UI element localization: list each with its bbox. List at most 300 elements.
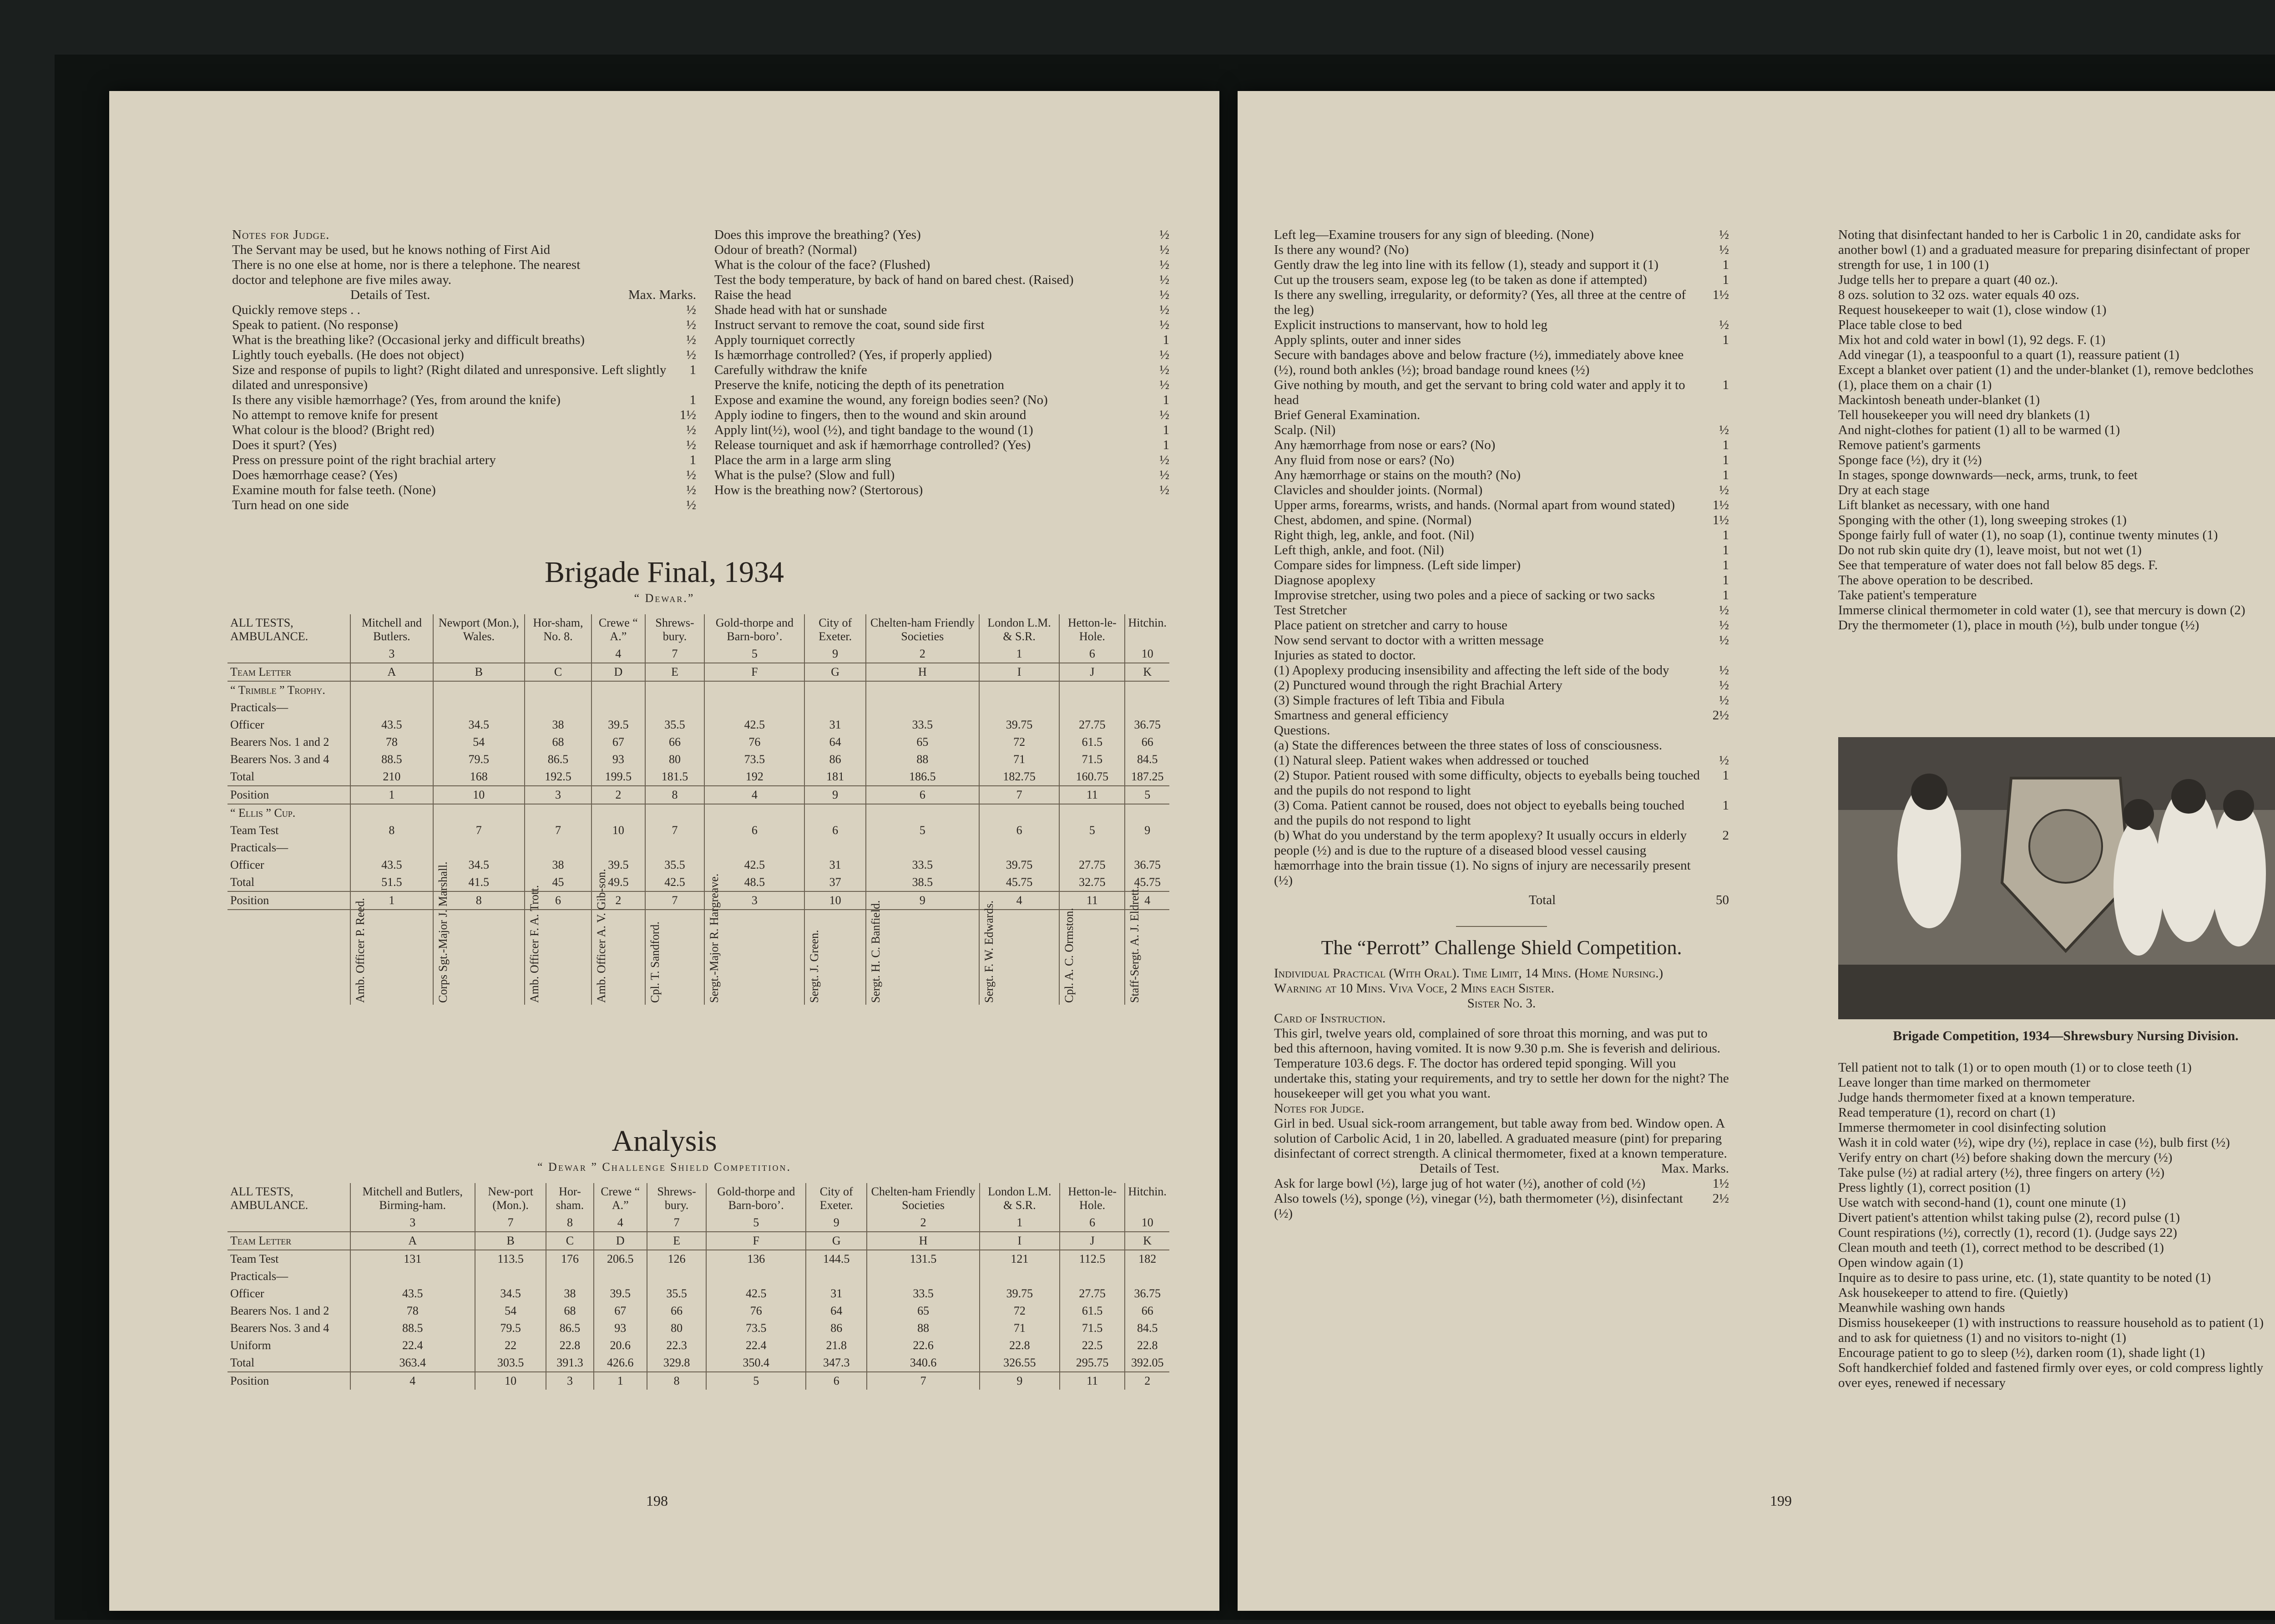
item-mark: [2266, 1105, 2275, 1120]
test-item: [1838, 1105, 2275, 1120]
officer-name: Amb. Officer P. Reed.: [354, 898, 367, 1003]
cell: [645, 699, 705, 716]
item-mark: ½: [1159, 273, 1169, 287]
cell: 9: [866, 891, 979, 910]
cell: [525, 839, 592, 856]
test-item: [1274, 348, 1729, 378]
item-text: Improvise stretcher, using two poles and a piece of sacking or two sacks: [1274, 588, 1655, 602]
test-item: [1838, 603, 2275, 618]
cell: 34.5: [433, 856, 525, 874]
cell: 73.5: [706, 1320, 806, 1337]
book-spread: [55, 55, 2275, 1620]
header-row: [228, 1183, 1169, 1214]
cell: 4: [704, 786, 804, 804]
right-column-2b: [1838, 1060, 2275, 1391]
cell: [867, 1268, 980, 1285]
test-item: [1274, 483, 1729, 498]
table-row: [228, 734, 1169, 751]
cell: 160.75: [1059, 768, 1125, 786]
cell: 7: [525, 822, 592, 839]
cell: 78: [350, 1302, 475, 1320]
cell: 88: [867, 1320, 980, 1337]
item-mark: ½: [1719, 483, 1729, 497]
item-mark: [2266, 1315, 2275, 1346]
cell: [350, 839, 433, 856]
test-item: [714, 333, 1169, 348]
cell: Crewe “ A.”: [592, 614, 645, 645]
cell: 3: [350, 645, 433, 663]
item-text: Cut up the trousers seam, expose leg (to be taken as done if attempted): [1274, 273, 1647, 287]
cell: K: [1125, 663, 1169, 681]
item-text: Ask for large bowl (½), large jug of hot water (½), another of cold (½): [1274, 1176, 1646, 1191]
test-items-list: [232, 303, 696, 513]
card-text: This girl, twelve years old, complained of sore throat this morning, and was put to bed this afternoon, having vomited. It is now 9.30 p.m. She is feverish and delirious. Temperature 103.6 degs. F. The doctor has ordered tepid sponging. Will you undertake this, stating your requirements, and try to settle her down for the night? The housekeeper will get you what you want.: [1274, 1026, 1729, 1101]
cell: 168: [433, 768, 525, 786]
item-text: Does it spurt? (Yes): [232, 438, 337, 452]
table-row: [228, 1320, 1169, 1337]
cell: 9: [804, 786, 865, 804]
item-mark: ½: [1159, 318, 1169, 332]
cell: 7: [645, 645, 705, 663]
item-text: Open window again (1): [1838, 1255, 1963, 1270]
cell: [647, 1268, 706, 1285]
item-text: Immerse clinical thermometer in cold water (1), see that mercury is down (2): [1838, 603, 2245, 617]
cell: [866, 839, 979, 856]
cell: [979, 699, 1060, 716]
cell: London L.M. & S.R.: [979, 614, 1060, 645]
item-text: Noting that disinfectant handed to her is Carbolic 1 in 20, candidate asks for another bowl (1) and a graduated measure for preparing disinfectant of proper strength for use, 1 in 100 (1): [1838, 228, 2250, 272]
item-mark: [2266, 513, 2275, 528]
cell: 54: [475, 1302, 546, 1320]
cell: 347.3: [806, 1354, 867, 1372]
item-mark: [1702, 723, 1729, 738]
item-text: Test the body temperature, by back of hand on bared chest. (Raised): [714, 273, 1074, 287]
cell: [433, 681, 525, 699]
row-label: [228, 1214, 350, 1232]
cell: 10: [592, 822, 645, 839]
test-item: [1274, 708, 1729, 723]
cell: 61.5: [1060, 1302, 1125, 1320]
item-text: Is there any wound? (No): [1274, 243, 1409, 257]
cell: 9: [804, 645, 865, 663]
cell: 38.5: [866, 874, 979, 891]
item-mark: ½: [686, 318, 696, 332]
test-item: [1274, 618, 1729, 633]
item-text: Clean mouth and teeth (1), correct method to be described (1): [1838, 1240, 2164, 1255]
brigade-final-subtitle: “ Dewar.”: [634, 592, 695, 605]
item-text: Judge hands thermometer fixed at a known temperature.: [1838, 1090, 2135, 1105]
item-mark: 1: [1722, 573, 1729, 587]
left-page: [109, 91, 1219, 1611]
test-item: [1274, 513, 1729, 528]
item-text: Speak to patient. (No response): [232, 318, 398, 332]
cell: Shrews-bury.: [645, 614, 705, 645]
item-text: In stages, sponge downwards—neck, arms, trunk, to feet: [1838, 468, 2138, 482]
cell: 61.5: [1059, 734, 1125, 751]
cell: 73.5: [704, 751, 804, 768]
table-row: [228, 1250, 1169, 1268]
cell: 363.4: [350, 1354, 475, 1372]
cell: [525, 699, 592, 716]
cell: 64: [806, 1302, 867, 1320]
cell: 22.5: [1060, 1337, 1125, 1354]
cell: 6: [704, 822, 804, 839]
item-text: Remove patient's garments: [1838, 438, 1981, 452]
item-text: (3) Coma. Patient cannot be roused, does not object to eyeballs being touched and the pupils do not respond to light: [1274, 798, 1684, 828]
test-item: [1838, 528, 2275, 543]
section-row: [228, 699, 1169, 716]
cell: 39.5: [594, 1285, 647, 1302]
cell: [1125, 681, 1169, 699]
header-row: [228, 614, 1169, 645]
cell: 392.05: [1125, 1354, 1169, 1372]
cell: 22: [475, 1337, 546, 1354]
cell: C: [525, 663, 592, 681]
test-item: [714, 408, 1169, 423]
cell: [866, 699, 979, 716]
cell: I: [980, 1232, 1060, 1250]
cell: 84.5: [1125, 1320, 1169, 1337]
cell: 39.75: [979, 716, 1060, 734]
item-mark: [2266, 1346, 2275, 1361]
item-mark: [2266, 333, 2275, 348]
cell: J: [1060, 1232, 1125, 1250]
test-item: [714, 378, 1169, 393]
item-text: Place table close to bed: [1838, 318, 1962, 332]
row-label: Position: [228, 786, 350, 804]
cell: Gold-thorpe and Barn-boro’.: [706, 1183, 806, 1214]
item-text: Preserve the knife, noticing the depth of its penetration: [714, 378, 1005, 392]
cell: 6: [1059, 645, 1125, 663]
item-mark: [2266, 348, 2275, 363]
cell: [525, 681, 592, 699]
cell: Chelten-ham Friendly Societies: [867, 1183, 980, 1214]
cell: 80: [645, 751, 705, 768]
cell: [1125, 699, 1169, 716]
test-item: [1838, 543, 2275, 558]
notes-title: Notes for Judge.: [232, 228, 330, 242]
test-item: [1838, 438, 2275, 453]
item-text: Left leg—Examine trousers for any sign of bleeding. (None): [1274, 228, 1594, 242]
test-item: [1274, 753, 1729, 768]
photo-illustration: [1838, 737, 2275, 1019]
row-label: [228, 910, 350, 1005]
item-mark: ½: [1719, 753, 1729, 768]
table-row: [228, 874, 1169, 891]
row-label: Total: [230, 770, 255, 783]
section-row: [228, 839, 1169, 856]
item-text: Encourage patient to go to sleep (½), darken room (1), shade light (1): [1838, 1346, 2205, 1360]
row-label: Team Letter: [228, 663, 350, 681]
cell: 7: [647, 1214, 706, 1232]
item-text: Upper arms, forearms, wrists, and hands. (Normal apart from wound stated): [1274, 498, 1675, 512]
cell: 8: [433, 891, 525, 910]
row-label: Total: [230, 875, 255, 889]
item-text: Press on pressure point of the right brachial artery: [232, 453, 496, 467]
photo-caption: Brigade Competition, 1934—Shrewsbury Nursing Division.: [1893, 1028, 2239, 1043]
item-text: Except a blanket over patient (1) and the under-blanket (1), remove bedclothes (1), place them on a chair (1): [1838, 363, 2254, 392]
test-item: [232, 468, 696, 483]
item-mark: ½: [1159, 468, 1169, 482]
item-mark: [2266, 363, 2275, 393]
table-row: [228, 716, 1169, 734]
team-number-row: [228, 1214, 1169, 1232]
cell: Shrews-bury.: [647, 1183, 706, 1214]
item-mark: ½: [686, 468, 696, 482]
row-label: Practicals—: [230, 1270, 288, 1283]
item-mark: 1: [689, 363, 696, 377]
row-label: Bearers Nos. 3 and 4: [230, 753, 329, 766]
cell: 3: [525, 786, 592, 804]
item-mark: 1½: [1712, 1176, 1729, 1191]
item-text: 8 ozs. solution to 32 ozs. water equals 40 ozs.: [1838, 288, 2079, 302]
item-text: Does this improve the breathing? (Yes): [714, 228, 921, 242]
test-item: [1838, 408, 2275, 423]
row-label: Team Letter: [228, 1232, 350, 1250]
item-text: Request housekeeper to wait (1), close window (1): [1838, 303, 2107, 317]
cell: Mitchell and Butlers.: [350, 614, 433, 645]
test-item: [1274, 288, 1729, 318]
cell: 22.8: [1125, 1337, 1169, 1354]
cell: [704, 681, 804, 699]
item-mark: ½: [686, 423, 696, 437]
row-label: “ Ellis ” Cup.: [228, 804, 350, 822]
test-item: [1274, 228, 1729, 243]
cell: 71.5: [1059, 751, 1125, 768]
cell: 9: [806, 1214, 867, 1232]
test-item: [714, 468, 1169, 483]
cell: [433, 839, 525, 856]
notes-line: doctor and telephone are five miles away.: [232, 273, 452, 287]
row-label: Practicals—: [230, 701, 288, 714]
item-mark: [2266, 1060, 2275, 1075]
test-item: [232, 498, 696, 513]
cell: 131.5: [867, 1250, 980, 1268]
test-items-list: [714, 228, 1169, 498]
item-text: What colour is the blood? (Bright red): [232, 423, 435, 437]
section-row: [228, 804, 1169, 822]
item-text: (2) Stupor. Patient roused with some difficulty, objects to eyeballs being touched and the pupils do not respond to light: [1274, 768, 1700, 798]
item-mark: [2266, 498, 2275, 513]
test-item: [1838, 393, 2275, 408]
cell: [525, 645, 592, 663]
test-item: [1838, 1346, 2275, 1361]
item-mark: [2266, 573, 2275, 588]
item-text: Mix hot and cold water in bowl (1), 92 degs. F. (1): [1838, 333, 2106, 347]
item-text: And night-clothes for patient (1) all to be warmed (1): [1838, 423, 2120, 437]
item-mark: 2½: [1712, 708, 1729, 723]
right-page: [1238, 91, 2275, 1611]
perrott-line: Warning at 10 Mins. Viva Voce, 2 Mins each Sister.: [1274, 981, 1555, 996]
test-item: [1838, 498, 2275, 513]
item-mark: 1: [1722, 258, 1729, 272]
officer-name: Corps Sgt.-Major J. Marshall.: [436, 861, 450, 1003]
cell: 84.5: [1125, 751, 1169, 768]
cell: [980, 1268, 1060, 1285]
cell: 65: [866, 734, 979, 751]
brigade-final-title: Brigade Final, 1934: [544, 556, 784, 589]
cell: [1059, 910, 1125, 1005]
item-mark: 1: [1722, 378, 1729, 392]
item-text: Clavicles and shoulder joints. (Normal): [1274, 483, 1483, 497]
item-text: Now send servant to doctor with a written message: [1274, 633, 1544, 648]
row-label: Officer: [230, 1287, 264, 1300]
test-item: [1274, 663, 1729, 678]
cell: City of Exeter.: [806, 1183, 867, 1214]
cell: 6: [1060, 1214, 1125, 1232]
cell: [804, 681, 865, 699]
item-mark: ½: [1719, 603, 1729, 617]
cell: [592, 804, 645, 822]
cell: 67: [592, 734, 645, 751]
cell: [645, 910, 705, 1005]
item-mark: 1½: [1712, 513, 1729, 527]
cell: 7: [979, 786, 1060, 804]
item-text: Sponge fairly full of water (1), no soap (1), continue twenty minutes (1): [1838, 528, 2218, 542]
item-text: (2) Punctured wound through the right Brachial Artery: [1274, 678, 1562, 693]
item-mark: [2266, 1075, 2275, 1090]
perrott-title: The “Perrott” Challenge Shield Competition.: [1321, 936, 1682, 959]
test-item: [714, 273, 1169, 288]
cell: F: [704, 663, 804, 681]
cell: [546, 1268, 593, 1285]
cell: 76: [706, 1302, 806, 1320]
test-item: [714, 423, 1169, 438]
cell: Chelten-ham Friendly Societies: [866, 614, 979, 645]
item-text: Use watch with second-hand (1), count one minute (1): [1838, 1195, 2126, 1210]
item-text: Meanwhile washing own hands: [1838, 1300, 2005, 1315]
cell: 5: [866, 822, 979, 839]
analysis-title: Analysis: [612, 1124, 717, 1158]
item-text: Tell patient not to talk (1) or to open mouth (1) or to close teeth (1): [1838, 1060, 2192, 1075]
cell: 5: [706, 1372, 806, 1390]
cell: 131: [350, 1250, 475, 1268]
item-text: Add vinegar (1), a teaspoonful to a quart (1), reassure patient (1): [1838, 348, 2179, 362]
cell: [1059, 699, 1125, 716]
test-item: [1838, 1075, 2275, 1090]
cell: 39.5: [592, 856, 645, 874]
cell: 3: [350, 1214, 475, 1232]
test-item: [1274, 738, 1729, 753]
cell: 41.5: [433, 874, 525, 891]
test-item: [1274, 468, 1729, 483]
cell: [433, 699, 525, 716]
position-row: [228, 1372, 1169, 1390]
item-text: Divert patient's attention whilst taking pulse (2), record pulse (1): [1838, 1210, 2180, 1225]
cell: 42.5: [645, 874, 705, 891]
item-text: Apply splints, outer and inner sides: [1274, 333, 1461, 347]
cell: 5: [1059, 822, 1125, 839]
cell: 49.5: [592, 874, 645, 891]
row-label: Total: [230, 1356, 255, 1369]
item-mark: ½: [1159, 363, 1169, 377]
cell: [1059, 839, 1125, 856]
officer-name: Staff-Sergt. A. J. Eldrett.: [1128, 886, 1142, 1003]
item-text: Any hæmorrhage from nose or ears? (No): [1274, 438, 1496, 452]
team-letter-row: [228, 1232, 1169, 1250]
item-mark: 1: [1722, 768, 1729, 783]
test-item: [1274, 408, 1729, 423]
test-item: [1838, 228, 2275, 273]
item-mark: 1: [1722, 798, 1729, 813]
cell: 88.5: [350, 1320, 475, 1337]
cell: Gold-thorpe and Barn-boro’.: [704, 614, 804, 645]
officer-name: Sergt. J. Green.: [808, 930, 821, 1003]
test-item: [232, 303, 696, 318]
test-item: [1838, 348, 2275, 363]
cell: 39.75: [979, 856, 1060, 874]
item-text: Apply lint(½), wool (½), and tight bandage to the wound (1): [714, 423, 1033, 437]
item-text: What is the colour of the face? (Flushed): [714, 258, 930, 272]
cell: 31: [806, 1285, 867, 1302]
cell: 35.5: [647, 1285, 706, 1302]
cell: 6: [525, 891, 592, 910]
cell: 295.75: [1060, 1354, 1125, 1372]
test-item: [714, 243, 1169, 258]
cell: [806, 1268, 867, 1285]
cell: 31: [804, 716, 865, 734]
cell: 112.5: [1060, 1250, 1125, 1268]
test-item: [1274, 648, 1729, 663]
officer-name: Sergt. H. C. Banfield.: [869, 900, 882, 1003]
cell: 199.5: [592, 768, 645, 786]
cell: [706, 1268, 806, 1285]
item-mark: [2266, 1165, 2275, 1180]
cell: 6: [804, 822, 865, 839]
test-item: [714, 393, 1169, 408]
row-label: Uniform: [230, 1339, 271, 1352]
row-label: ALL TESTS, AMBULANCE.: [230, 616, 308, 643]
cell: 391.3: [546, 1354, 593, 1372]
test-item: [1274, 768, 1729, 798]
item-mark: [2266, 453, 2275, 468]
cell: 35.5: [645, 856, 705, 874]
item-mark: ½: [1719, 678, 1729, 693]
test-item: [1838, 483, 2275, 498]
test-item: [1274, 588, 1729, 603]
item-text: Count respirations (½), correctly (1), record (1). (Judge says 22): [1838, 1225, 2177, 1240]
cell: 43.5: [350, 856, 433, 874]
test-item: [1838, 1060, 2275, 1075]
cell: 1: [980, 1214, 1060, 1232]
cell: [979, 901, 1060, 1005]
item-text: Injuries as stated to doctor.: [1274, 648, 1416, 663]
cell: 48.5: [704, 874, 804, 891]
cell: 22.8: [980, 1337, 1060, 1354]
cell: [645, 681, 705, 699]
cell: 33.5: [866, 856, 979, 874]
cell: 7: [867, 1372, 980, 1390]
cell: Mitchell and Butlers, Birming-ham.: [350, 1183, 475, 1214]
table-row: [228, 768, 1169, 786]
test-item: [1838, 1180, 2275, 1195]
item-text: Apply iodine to fingers, then to the wound and skin around: [714, 408, 1026, 422]
item-mark: [1702, 738, 1729, 753]
cell: [594, 1268, 647, 1285]
cell: D: [592, 663, 645, 681]
item-mark: [2266, 228, 2275, 273]
item-mark: [2266, 603, 2275, 618]
card-label: Card of Instruction.: [1274, 1011, 1386, 1026]
notes-label: Notes for Judge.: [1274, 1101, 1365, 1116]
cell: D: [594, 1232, 647, 1250]
row-label: Position: [228, 891, 350, 910]
cell: 326.55: [980, 1354, 1060, 1372]
cell: 43.5: [350, 716, 433, 734]
test-item: [1838, 333, 2275, 348]
item-mark: [2266, 1195, 2275, 1210]
item-text: Compare sides for limpness. (Left side limper): [1274, 558, 1521, 572]
